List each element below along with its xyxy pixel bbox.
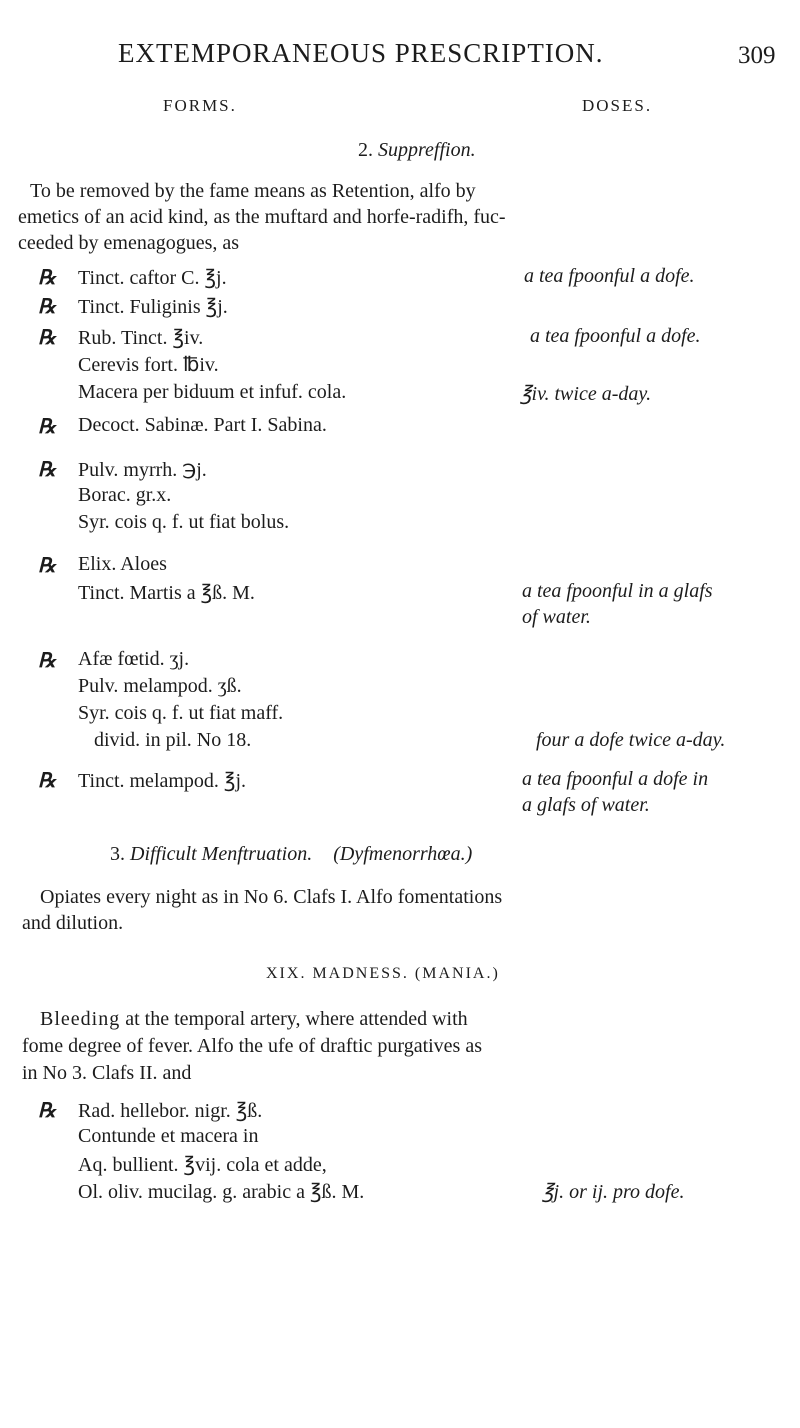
recipe-symbol: ℞ — [38, 459, 56, 481]
prescription-line: Syr. cois q. f. ut fiat maff. — [78, 702, 284, 724]
prescription-line: divid. in pil. No 18. — [94, 729, 252, 751]
section-heading — [110, 843, 472, 866]
paragraph-line: Opiates every night as in No 6. Clafs I. Alfo fomentations — [40, 886, 503, 908]
prescription-line: Decoct. Sabinæ. Part I. Sabina. — [78, 414, 327, 436]
paragraph-line: and dilution. — [22, 912, 124, 934]
recipe-symbol: ℞ — [38, 327, 56, 349]
prescription-line: Aq. bullient. ℥vij. cola et adde, — [78, 1154, 327, 1176]
prescription-line: Borac. gr.x. — [78, 484, 172, 506]
prescription-line: Pulv. myrrh. ℈j. — [78, 459, 207, 481]
dose-text: a tea fpoonful a dofe. — [530, 325, 701, 347]
recipe-symbol: ℞ — [38, 770, 56, 792]
prescription-line: Ol. oliv. mucilag. g. arabic a ℥ß. M. — [78, 1181, 365, 1203]
prescription-line: Tinct. Martis a ℥ß. M. — [78, 582, 255, 604]
prescription-line: Afæ fœtid. ʒj. — [78, 648, 190, 670]
prescription-line: Elix. Aloes — [78, 553, 167, 575]
paragraph-line: To be removed by the fame means as Retention, alfo by — [30, 180, 476, 202]
prescription-line: Contunde et macera in — [78, 1125, 259, 1147]
section-number: 3. — [110, 843, 125, 865]
prescription-line: Cerevis fort. ℔iv. — [78, 354, 219, 376]
dose-text: a tea fpoonful a dofe in — [522, 768, 709, 790]
prescription-line: Pulv. melampod. ʒß. — [78, 675, 242, 697]
section-title: Difficult Menftruation. — [130, 843, 313, 865]
dose-text: of water. — [522, 606, 591, 628]
prescription-line: Tinct. Fuliginis ℥j. — [78, 296, 228, 318]
page-number: 309 — [738, 42, 776, 69]
recipe-symbol: ℞ — [38, 267, 56, 289]
prescription-line: Rub. Tinct. ℥iv. — [78, 327, 204, 349]
paragraph-line: fome degree of fever. Alfo the ufe of draftic purgatives as — [22, 1035, 482, 1057]
prescription-line: Tinct. melampod. ℥j. — [78, 770, 247, 792]
dose-text: ℥j. or ij. pro dofe. — [542, 1181, 685, 1203]
recipe-symbol: ℞ — [38, 296, 56, 318]
dose-text: a tea fpoonful a dofe. — [524, 265, 695, 287]
forms-column-label: FORMS. — [163, 96, 237, 115]
chapter-heading: XIX. MADNESS. (MANIA.) — [266, 965, 500, 982]
dose-text: ℥iv. twice a-day. — [520, 383, 652, 405]
dose-text: four a dofe twice a-day. — [536, 729, 726, 751]
paragraph-line: in No 3. Clafs II. and — [22, 1062, 192, 1084]
section-heading — [358, 139, 476, 162]
recipe-symbol: ℞ — [38, 555, 56, 577]
recipe-symbol: ℞ — [38, 416, 56, 438]
recipe-symbol: ℞ — [38, 650, 56, 672]
prescription-line: Syr. cois q. f. ut fiat bolus. — [78, 511, 290, 533]
section-subtitle: (Dyfmenorrhœa.) — [333, 843, 473, 865]
dose-text: a glafs of water. — [522, 794, 650, 816]
lead-word: Bleeding — [40, 1008, 121, 1030]
paragraph-line: emetics of an acid kind, as the muftard and horfe-radifh, fuc- — [18, 206, 506, 228]
recipe-symbol: ℞ — [38, 1100, 56, 1122]
paragraph-text: at the temporal artery, where attended with — [125, 1008, 468, 1030]
paragraph-line — [40, 1008, 468, 1031]
prescription-line: Rad. hellebor. nigr. ℥ß. — [78, 1100, 263, 1122]
dose-text: a tea fpoonful in a glafs — [522, 580, 713, 602]
prescription-line: Macera per biduum et infuf. cola. — [78, 381, 347, 403]
running-header: EXTEMPORANEOUS PRESCRIPTION. — [118, 38, 604, 68]
prescription-line: Tinct. caftor C. ℥j. — [78, 267, 227, 289]
paragraph-line: ceeded by emenagogues, as — [18, 232, 240, 254]
section-number: 2. — [358, 139, 373, 161]
doses-column-label: DOSES. — [582, 96, 653, 115]
section-title: Suppreffion. — [378, 139, 476, 161]
